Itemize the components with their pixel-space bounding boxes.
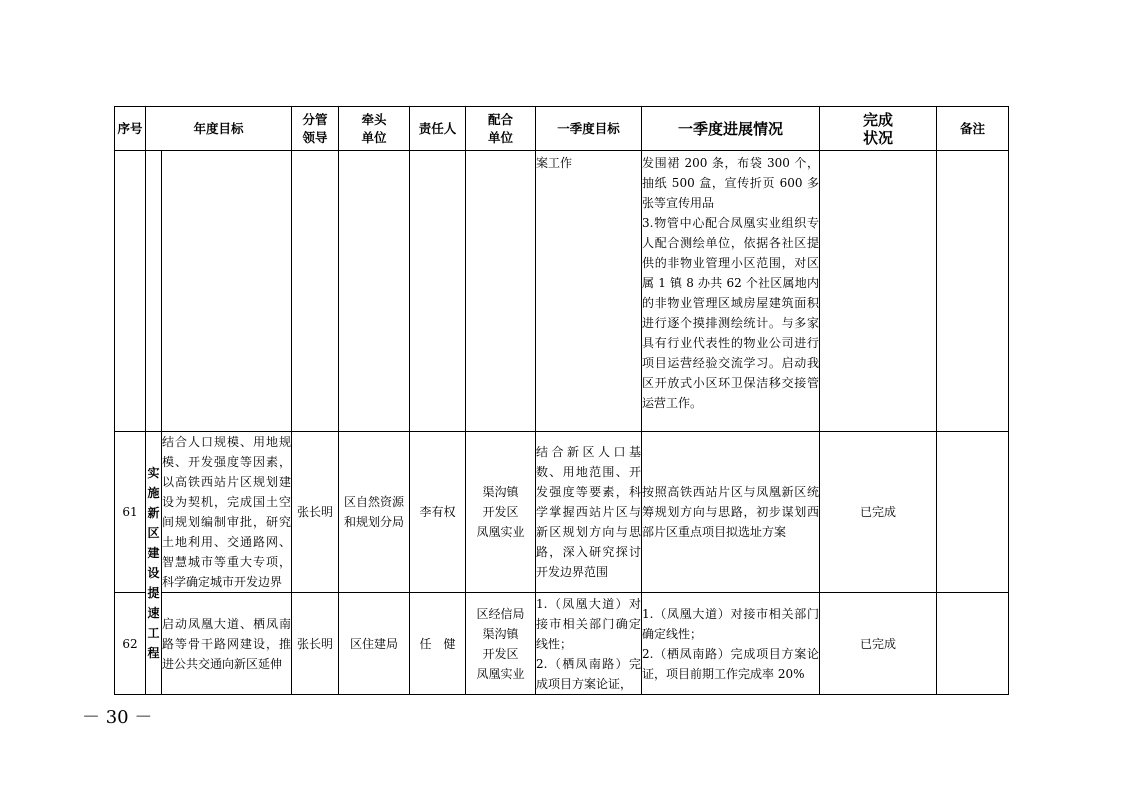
cell-remark	[937, 432, 1009, 593]
cell-seq: 62	[115, 593, 146, 695]
cell-responsible	[410, 151, 466, 432]
cell-responsible: 李有权	[410, 432, 466, 593]
header-row	[115, 107, 1009, 151]
header-coop-unit: 配合 单位	[466, 107, 536, 151]
table-row	[115, 432, 1009, 593]
cell-q1-progress: 发围裙 200 条，布袋 300 个，抽纸 500 盒，宣传折页 600 多张等宣传用品 3.物管中心配合凤凰实业组织专人配合测绘单位，依据各社区提供的非物业管理小区范围，对区属 1 镇 8 办共 62 个社区属地内的非物业管理区域房屋建筑面积进行逐个摸排测绘统计。与多家具有行业代表性的物业公司进行项目运营经验交流学习。启动我区开放式小区环卫保洁移交接管运营工作。	[642, 151, 820, 432]
cell-remark	[937, 151, 1009, 432]
header-status: 完成 状况	[820, 107, 937, 151]
header-leader: 分管 领导	[292, 107, 339, 151]
header-annual-goal: 年度目标	[146, 107, 292, 151]
table-row	[115, 151, 1009, 432]
cell-coop-unit: 区经信局 渠沟镇 开发区 凤凰实业	[466, 593, 536, 695]
header-remark: 备注	[937, 107, 1009, 151]
cell-q1-progress: 1.（凤凰大道）对接市相关部门确定线性； 2.（栖凤南路）完成项目方案论证，项目前期工作完成率 20%	[642, 593, 820, 695]
category-cell	[146, 432, 162, 695]
cell-q1-goal: 1.（凤凰大道）对接市相关部门确定线性； 2.（栖凤南路）完成项目方案论证，	[536, 593, 642, 695]
cell-q1-progress: 按照高铁西站片区与凤凰新区统筹规划方向与思路，初步谋划西部片区重点项目拟选址方案	[642, 432, 820, 593]
progress-table	[114, 106, 1009, 695]
category-label: 实施新区建设提速工程	[147, 466, 160, 660]
cell-seq: 61	[115, 432, 146, 593]
header-q1-goal: 一季度目标	[536, 107, 642, 151]
cell-q1-goal: 结合新区人口基数、用地范围、开发强度等要素，科学掌握西站片区与新区规划方向与思路，深入研究探讨开发边界范围	[536, 432, 642, 593]
cell-remark	[937, 593, 1009, 695]
cell-coop-unit: 渠沟镇 开发区 凤凰实业	[466, 432, 536, 593]
cell-status	[820, 151, 937, 432]
cell-lead-unit	[339, 151, 410, 432]
page-number: － 30 －	[82, 707, 153, 728]
cell-q1-goal: 案工作	[536, 151, 642, 432]
cell-lead-unit: 区住建局	[339, 593, 410, 695]
header-responsible: 责任人	[410, 107, 466, 151]
cell-seq	[115, 151, 146, 432]
cell-annual-goal: 启动凤凰大道、栖凤南路等骨干路网建设，推进公共交通向新区延伸	[162, 593, 292, 695]
table-row	[115, 593, 1009, 695]
cell-annual-goal	[162, 151, 292, 432]
cell-coop-unit	[466, 151, 536, 432]
cell-leader	[292, 151, 339, 432]
header-lead-unit: 牵头 单位	[339, 107, 410, 151]
cell-status: 已完成	[820, 593, 937, 695]
cell-responsible: 任 健	[410, 593, 466, 695]
cell-annual-goal: 结合人口规模、用地规模、开发强度等因素，以高铁西站片区规划建设为契机，完成国土空间规划编制审批，研究土地利用、交通路网、智慧城市等重大专项，科学确定城市开发边界	[162, 432, 292, 593]
header-q1-progress: 一季度进展情况	[642, 107, 820, 151]
cell-leader: 张长明	[292, 432, 339, 593]
cell-lead-unit: 区自然资源和规划分局	[339, 432, 410, 593]
header-seq: 序号	[115, 107, 146, 151]
cell-leader: 张长明	[292, 593, 339, 695]
cell-category	[146, 151, 162, 432]
cell-status: 已完成	[820, 432, 937, 593]
